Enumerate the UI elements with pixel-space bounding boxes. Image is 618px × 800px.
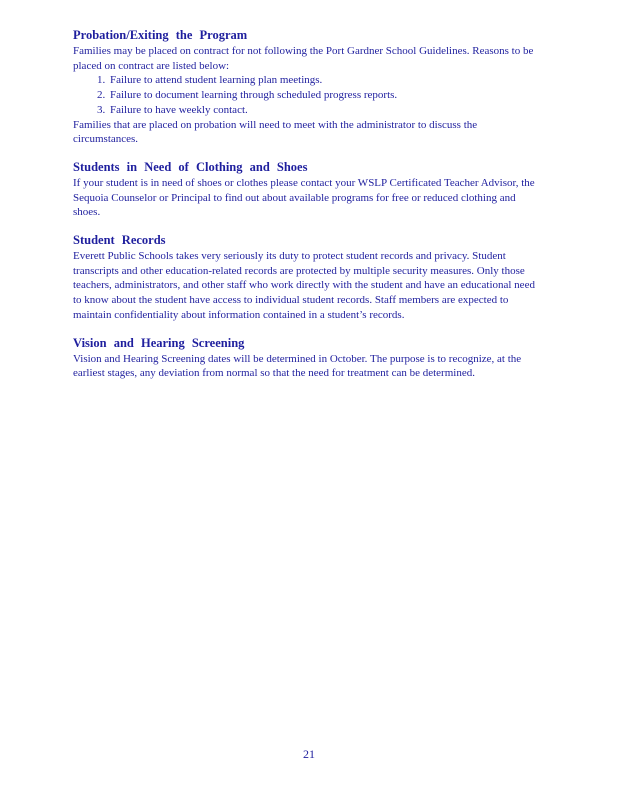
probation-section: [73, 28, 543, 147]
screening-heading: Vision and Hearing Screening: [73, 335, 245, 350]
screening-section: [73, 336, 543, 381]
probation-reasons-list: [73, 73, 543, 117]
records-section: [73, 233, 543, 323]
clothing-heading: Students in Need of Clothing and Shoes: [73, 159, 308, 174]
probation-heading: Probation/Exiting the Program: [73, 28, 248, 42]
screening-body: Vision and Hearing Screening dates will be determined in October. The purpose is to recognize, at the earliest stages, any deviation from normal so that the need for treatment can be determined.: [73, 352, 522, 380]
probation-intro: Families may be placed on contract for not following the Port Gardner School Guidelines. Reasons to be placed on contract are listed below:: [73, 45, 534, 72]
records-body: Everett Public Schools takes very seriously its duty to protect student records and privacy. Student transcripts and other education-related records are protected by multiple security measures. Only those teachers, administrators, and other staff who work directly with the student and have an educational need to know about the student have access to individual student records. Staff members are expected to maintain confidentiality about information contained in a student’s records.: [73, 250, 535, 321]
list-item: 1. Failure to attend student learning plan meetings.: [108, 73, 543, 88]
probation-closing: Families that are placed on probation will need to meet with the administrator to discuss the circumstances.: [73, 118, 478, 146]
page-number: 21: [303, 747, 315, 761]
list-item: 2. Failure to document learning through scheduled progress reports.: [108, 88, 543, 103]
document-page: [73, 28, 543, 394]
clothing-body: If your student is in need of shoes or clothes please contact your WSLP Certificated Teacher Advisor, the Sequoia Counselor or Principal to find out about available programs for free or reduced clothing and shoes.: [73, 176, 535, 219]
list-item: 3. Failure to have weekly contact.: [108, 103, 543, 118]
clothing-section: [73, 160, 543, 220]
records-heading: Student Records: [73, 233, 166, 248]
